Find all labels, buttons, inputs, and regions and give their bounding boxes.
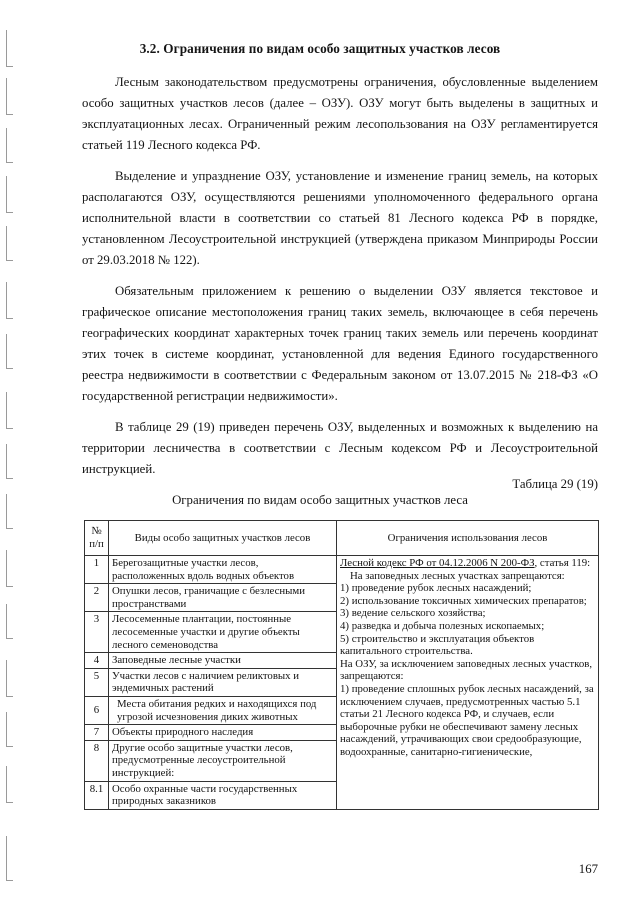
section-heading: 3.2. Ограничения по видам особо защитных участков лесов	[139, 41, 501, 56]
paragraph-intro: Лесным законодательством предусмотрены ограничения, обусловленные выделением особо защитных участков лесов (далее – ОЗУ). ОЗУ могут быть выделены в защитных и эксплуатационных лесах. Ограниченный режим лесопользования на ОЗУ регламентируется статьей 119 Лесного кодекса РФ.	[82, 75, 598, 152]
restrictions-cell	[337, 556, 599, 810]
binding-mark	[6, 766, 13, 803]
row-type: Участки лесов с наличием реликтовых и эндемичных растений	[109, 668, 337, 696]
binding-mark	[6, 176, 13, 213]
row-number: 4	[85, 653, 109, 669]
paragraph-annex: Обязательным приложением к решению о выделении ОЗУ является текстовое и графическое описание местоположения границ таких земель, включающее в себя перечень географических координат характерных точек границ таких земель или перечень координат этих точек в системе координат, установленной для ведения Единого государственного реестра недвижимости в соответствии с Федеральным законом от 13.07.2015 № 218-ФЗ «О государственной регистрации недвижимости».	[82, 284, 598, 403]
header-restrictions: Ограничения использования лесов	[337, 521, 599, 556]
row-type: Лесосеменные плантации, постоянные лесосеменные участки и другие объекты лесного семеноводства	[109, 612, 337, 653]
row-type: Места обитания редких и находящихся под угрозой исчезновения диких животных	[109, 696, 337, 724]
binding-margin	[0, 0, 22, 905]
restriction-line: 2) использование токсичных химических препаратов;	[340, 594, 587, 607]
row-type: Берегозащитные участки лесов, расположенных вдоль водных объектов	[109, 556, 337, 584]
binding-mark	[6, 334, 13, 369]
binding-mark	[6, 226, 13, 261]
restrictions-table	[84, 520, 599, 810]
table-number: Таблица 29 (19)	[512, 477, 598, 491]
binding-mark	[6, 282, 13, 319]
binding-mark	[6, 444, 13, 479]
law-reference-tail: , статья 119:	[534, 557, 591, 569]
restriction-line: 4) разведка и добыча полезных ископаемых;	[340, 619, 545, 632]
binding-mark	[6, 712, 13, 747]
row-number: 8	[85, 740, 109, 781]
row-type: Опушки лесов, граничащие с безлесными пространствами	[109, 584, 337, 612]
restriction-line: На заповедных лесных участках запрещаются:	[350, 569, 565, 582]
binding-mark	[6, 550, 13, 587]
row-number: 3	[85, 612, 109, 653]
restriction-line: 5) строительство и эксплуатация объектов капитального строительства.	[340, 632, 535, 658]
binding-mark	[6, 78, 13, 115]
row-number: 6	[85, 696, 109, 724]
row-number: 5	[85, 668, 109, 696]
binding-mark	[6, 604, 13, 639]
restriction-line: 1) проведение сплошных рубок лесных насаждений, за исключением случаев, предусмотренных частью 5.1 статьи 21 Лесного кодекса РФ, и случаев, если выборочные рубки не обеспечивают замену лесных насаждений, утрачивающих свои средообразующие, водоохранные, санитарно-гигиенические,	[340, 682, 594, 758]
restriction-line: На ОЗУ, за исключением заповедных лесных участков, запрещаются:	[340, 657, 593, 683]
restriction-line: 1) проведение рубок лесных насаждений;	[340, 582, 532, 595]
row-type: Объекты природного наследия	[109, 725, 337, 741]
row-type: Заповедные лесные участки	[109, 653, 337, 669]
row-number: 2	[85, 584, 109, 612]
row-number: 8.1	[85, 781, 109, 809]
row-type: Другие особо защитные участки лесов, предусмотренные лесоустроительной инструкцией:	[109, 740, 337, 781]
row-number: 7	[85, 725, 109, 741]
page-number: 167	[578, 862, 598, 876]
paragraph-allocation: Выделение и упразднение ОЗУ, установление и изменение границ земель, на которых располагаются ОЗУ, осуществляются решениями уполномоченного федерального органа исполнительной власти в соответствии со статьей 81 Лесного кодекса РФ в порядке, установленном Лесоустроительной инструкцией (утверждена приказом Минприроды России от 29.03.2018 № 122).	[82, 169, 598, 267]
paragraph-table-ref: В таблице 29 (19) приведен перечень ОЗУ, выделенных и возможных к выделению на территории лесничества в соответствии с Лесным кодексом РФ и Лесоустроительной инструкцией.	[82, 420, 598, 476]
restriction-line: 3) ведение сельского хозяйства;	[340, 607, 486, 620]
table-row	[85, 556, 599, 584]
header-type: Виды особо защитных участков лесов	[109, 521, 337, 556]
table-header-row	[85, 521, 599, 556]
binding-mark	[6, 128, 13, 163]
row-number: 1	[85, 556, 109, 584]
law-reference-link: Лесной кодекс РФ от 04.12.2006 N 200-ФЗ	[340, 557, 535, 569]
binding-mark	[6, 660, 13, 697]
binding-mark	[6, 392, 13, 429]
row-type: Особо охранные части государственных природных заказников	[109, 781, 337, 809]
header-number: № п/п	[85, 521, 109, 556]
table-title: Ограничения по видам особо защитных участков леса	[172, 493, 468, 507]
binding-mark	[6, 836, 13, 881]
